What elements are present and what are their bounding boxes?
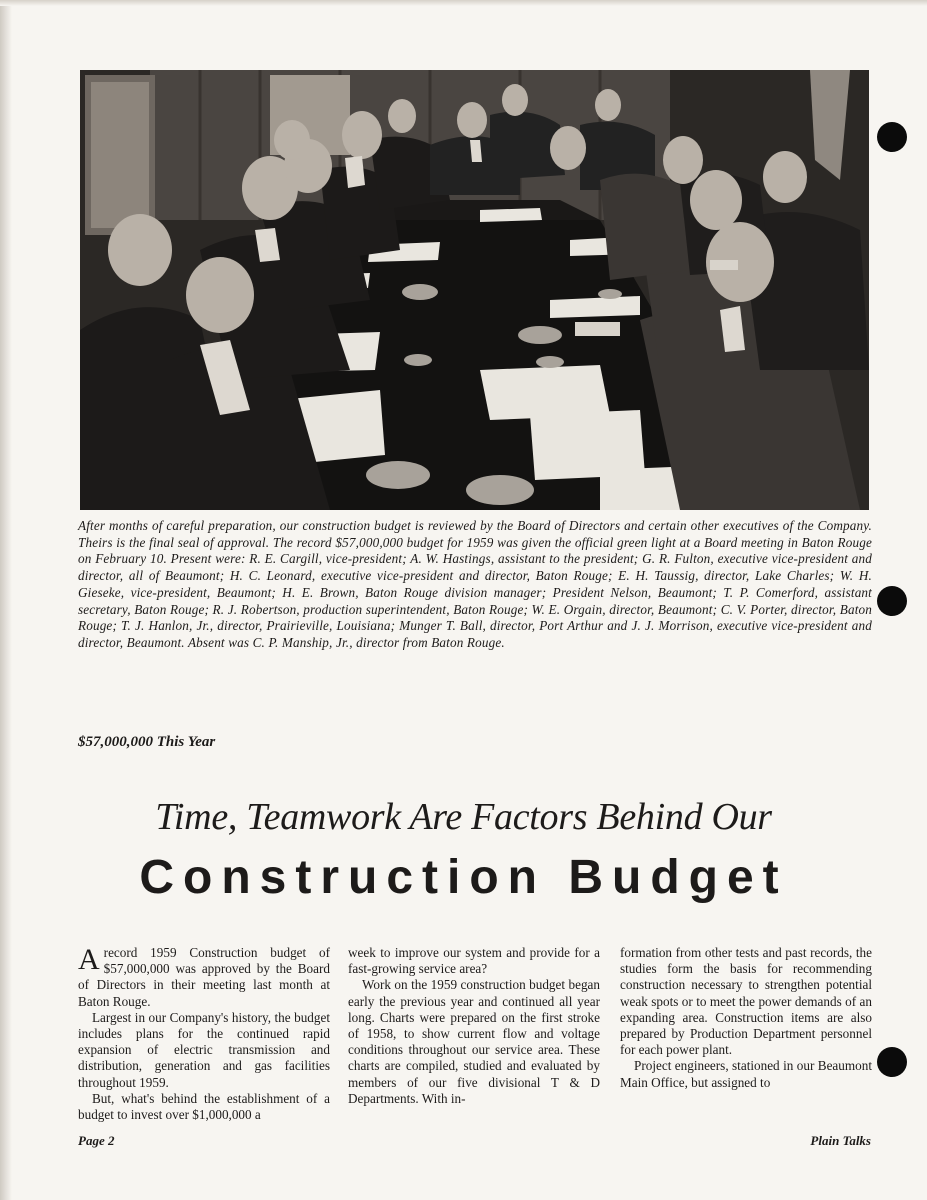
board-meeting-photo: [80, 70, 869, 510]
binder-hole-bottom: [877, 1047, 907, 1077]
paragraph: week to improve our system and provide for a fast-growing service area?: [348, 945, 600, 977]
article-column-2: [348, 945, 600, 1107]
paragraph: Largest in our Company's history, the budget includes plans for the continued rapid expansion of electric transmission and distribution, generation and gas facilities throughout 1959.: [78, 1009, 330, 1090]
article-kicker: $57,000,000 This Year: [78, 734, 216, 750]
article-column-3: [620, 945, 872, 1091]
page-shadow: [0, 0, 12, 1200]
publication-name: Plain Talks: [810, 1133, 871, 1148]
paragraph: formation from other tests and past records, the studies form the basis for recommending construction necessary to strengthen potential weak spots or to meet the power demands of an expanding area. Construction items are also prepared by Production Department personnel for each power plant.: [620, 945, 872, 1058]
page-top-shadow: [0, 0, 927, 6]
headline-line-1: Time, Teamwork Are Factors Behind Our: [155, 796, 772, 838]
binder-hole-middle: [877, 586, 907, 616]
photo-caption: After months of careful preparation, our construction budget is reviewed by the Board of Directors and certain other executives of the Company. Theirs is the final seal of approval. The record $57,000,000 budget for 1959 was given the official green light at a Board meeting in Baton Rouge on February 10. Present were: R. E. Cargill, vice-president; A. W. Hastings, assistant to the president; G. R. Fulton, executive vice-president and director, all of Beaumont; H. C. Leonard, executive vice-president and director, Baton Rouge; E. H. Taussig, director, Lake Charles; W. H. Gieseke, vice-president, Beaumont; H. E. Brown, Baton Rouge division manager; President Nelson, Beaumont; T. P. Comerford, assistant secretary, Baton Rouge; R. J. Robertson, production superintendent, Baton Rouge; W. E. Orgain, director, Beaumont; C. V. Porter, director, Baton Rouge; T. J. Hanlon, Jr., director, Prairieville, Louisiana; Munger T. Ball, director, Port Arthur and J. J. Morrison, executive vice-president and director, Beaumont. Absent was C. P. Manship, Jr., director from Baton Rouge.: [78, 518, 872, 650]
article-column-1: [78, 945, 330, 1123]
headline-line-2: Construction Budget: [139, 851, 788, 904]
paragraph: Work on the 1959 construction budget began early the previous year and continued all year long. Charts were prepared on the first stroke of 1958, to show current flow and voltage conditions throughout our service area. These charts are compiled, studied and evaluated by members of our five divisional T & D Departments. With in-: [348, 977, 600, 1106]
page-number: Page 2: [78, 1133, 115, 1148]
paragraph: Project engineers, stationed in our Beaumont Main Office, but assigned to: [620, 1058, 872, 1090]
paragraph: But, what's behind the establishment of a budget to invest over $1,000,000 a: [78, 1090, 330, 1123]
paragraph: Arecord 1959 Construction budget of $57,000,000 was approved by the Board of Directors in their meeting last month at Baton Rouge.: [78, 943, 330, 1009]
binder-hole-top: [877, 122, 907, 152]
drop-cap: A: [78, 943, 100, 976]
